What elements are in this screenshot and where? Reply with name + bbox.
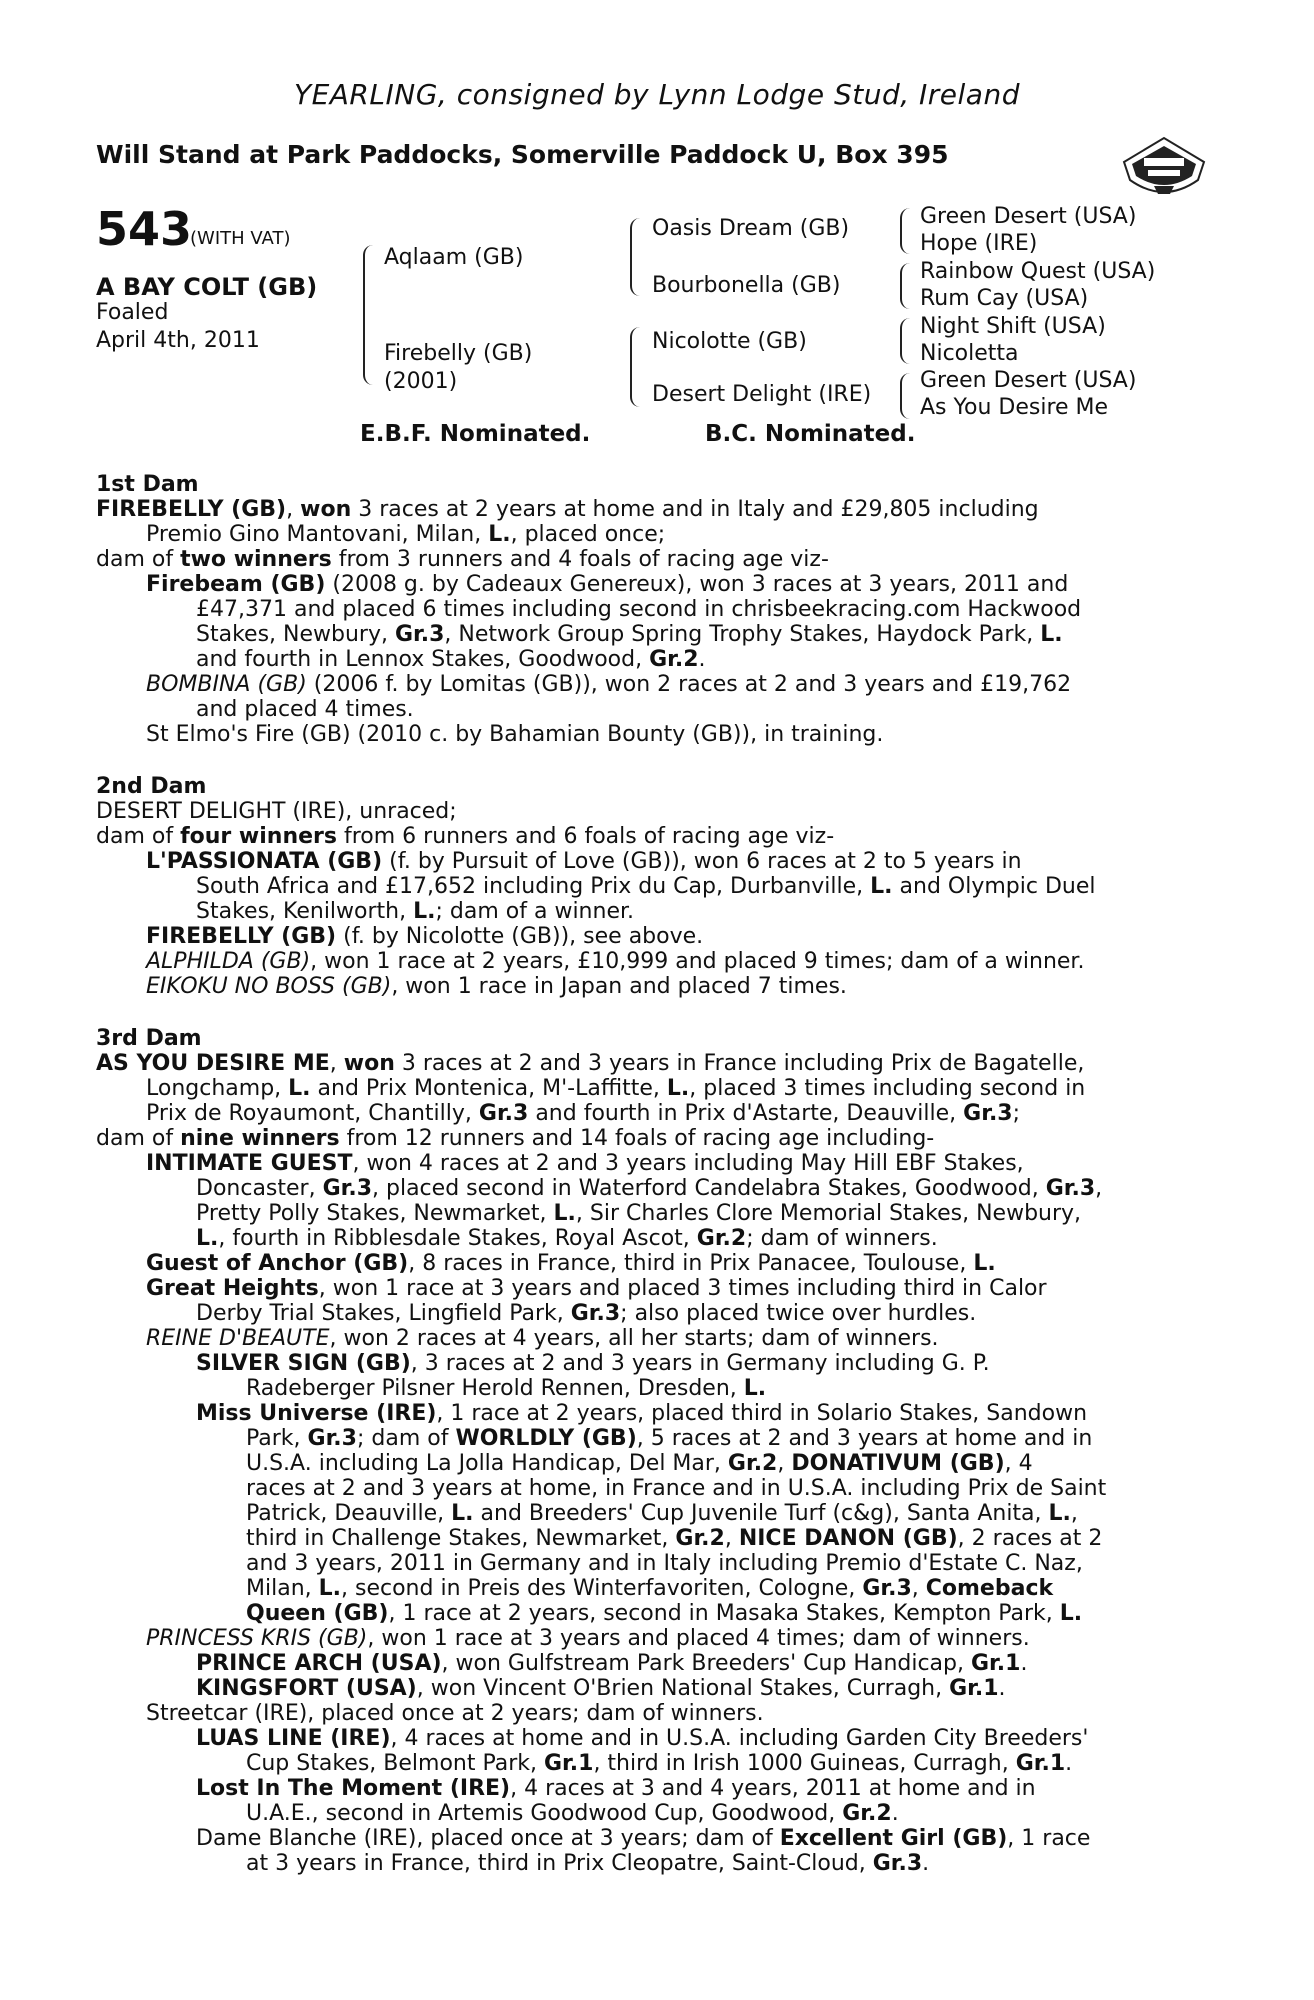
text-run: Gr.1: [949, 1676, 999, 1701]
text-run: ,: [1095, 1176, 1103, 1201]
third-dam-line-24: [146, 1626, 1030, 1651]
text-run: FIREBELLY (GB): [96, 497, 287, 522]
brace-gen1: [363, 245, 375, 385]
first-dam-line-2: [146, 522, 665, 547]
text-run: Gr.2: [727, 1451, 778, 1476]
text-run: L.: [553, 1201, 576, 1226]
text-run: four winners: [180, 824, 337, 849]
text-run: , 2 races at 2: [957, 1526, 1103, 1551]
text-run: Gr.3: [322, 1176, 373, 1201]
text-run: ,: [329, 1051, 344, 1076]
third-dam-heading: 3rd Dam: [96, 1026, 202, 1051]
text-run: L.: [196, 1226, 219, 1251]
third-dam-line-32: [196, 1826, 1090, 1851]
text-run: .: [1020, 1651, 1028, 1676]
text-run: from 3 runners and 4 foals of racing age viz-: [331, 547, 829, 572]
text-run: , won Gulfstream Park Breeders' Cup Handicap,: [441, 1651, 971, 1676]
text-run: L.: [666, 1076, 690, 1101]
text-run: Comeback: [925, 1576, 1054, 1601]
text-run: ;: [1012, 1101, 1021, 1126]
third-dam-line-23: [246, 1601, 1082, 1626]
text-run: Longchamp,: [146, 1076, 289, 1101]
text-run: Derby Trial Stakes, Lingfield Park,: [196, 1301, 571, 1326]
text-run: Miss Universe (IRE): [196, 1401, 437, 1426]
third-dam-line-13: [196, 1351, 990, 1376]
text-run: U.S.A. including La Jolla Handicap, Del Mar,: [246, 1451, 728, 1476]
text-run: Gr.3: [1045, 1176, 1096, 1201]
dam-year: (2001): [384, 369, 458, 394]
text-run: won: [343, 1051, 395, 1076]
text-run: , won 1 race at 3 years and placed 3 times including third in Calor: [318, 1276, 1047, 1301]
brace-ds: [900, 318, 910, 364]
second-dam-line-2: [96, 824, 834, 849]
dam-name: Firebelly (GB): [384, 341, 533, 366]
third-dam-line-16: [246, 1426, 1092, 1451]
ebf-nominated: E.B.F. Nominated.: [360, 421, 591, 447]
text-run: Prix de Royaumont, Chantilly,: [146, 1101, 479, 1126]
text-run: Gr.3: [862, 1576, 912, 1601]
first-dam-line-6: [196, 622, 1063, 647]
text-run: L.: [870, 874, 893, 899]
text-run: (2008 g. by Cadeaux Genereux), won 3 races at 3 years, 2011 and: [325, 572, 1069, 597]
third-dam-line-9: [146, 1251, 996, 1276]
text-run: third in Challenge Stakes, Newmarket,: [246, 1526, 676, 1551]
text-run: Stakes, Kenilworth,: [196, 899, 414, 924]
text-run: NICE DANON (GB): [738, 1526, 958, 1551]
text-run: and fourth in Lennox Stakes, Goodwood,: [196, 647, 650, 672]
text-run: Doncaster,: [196, 1176, 323, 1201]
text-run: 3 races at 2 years at home and in Italy and £29,805 including: [351, 497, 1039, 522]
text-run: INTIMATE GUEST: [146, 1151, 353, 1176]
text-run: Excellent Girl (GB): [779, 1826, 1008, 1851]
text-run: , 1 race at 2 years, placed third in Solario Stakes, Sandown: [436, 1401, 1088, 1426]
text-run: L.: [488, 522, 511, 547]
text-run: LUAS LINE (IRE): [196, 1726, 391, 1751]
text-run: dam of: [96, 1126, 181, 1151]
text-run: Gr.3: [478, 1101, 529, 1126]
second-dam-line-7: [146, 949, 1084, 974]
text-run: PRINCESS KRIS (GB): [146, 1626, 368, 1651]
text-run: Lost In The Moment (IRE): [196, 1776, 511, 1801]
sire-dam: Bourbonella (GB): [652, 273, 841, 298]
second-dam-line-5: [196, 899, 634, 924]
text-run: ,: [724, 1526, 739, 1551]
first-dam-line-10: [146, 722, 883, 747]
third-dam-line-11: [196, 1301, 976, 1326]
text-run: DESERT DELIGHT (IRE), unraced;: [96, 799, 457, 824]
text-run: Gr.1: [971, 1651, 1021, 1676]
third-dam-line-33: [246, 1851, 929, 1876]
lot-number: 543: [96, 202, 193, 256]
text-run: from 6 runners and 6 foals of racing age viz-: [337, 824, 835, 849]
text-run: L.: [1059, 1601, 1083, 1626]
second-dam-heading: 2nd Dam: [96, 774, 207, 799]
brace-ss: [900, 208, 910, 254]
second-dam-line-4: [196, 874, 1096, 899]
text-run: WORLDLY (GB): [455, 1426, 637, 1451]
first-dam-line-9: [196, 697, 414, 722]
third-dam-line-30: [196, 1776, 1036, 1801]
text-run: KINGSFORT (USA): [196, 1676, 417, 1701]
text-run: races at 2 and 3 years at home, in France and in U.S.A. including Prix de Saint: [246, 1476, 1107, 1501]
second-dam-line-8: [146, 974, 847, 999]
stand-location: Will Stand at Park Paddocks, Somerville Paddock U, Box 395: [96, 140, 949, 169]
foaled-label: Foaled: [96, 300, 169, 325]
text-run: L.: [318, 1576, 342, 1601]
gen3-sds: Rainbow Quest (USA): [920, 259, 1156, 284]
text-run: Gr.1: [544, 1751, 594, 1776]
third-dam-line-10: [146, 1276, 1047, 1301]
third-dam-line-21: [246, 1551, 1083, 1576]
text-run: Gr.3: [307, 1426, 357, 1451]
text-run: Milan,: [246, 1576, 319, 1601]
text-run: , won 4 races at 2 and 3 years including May Hill EBF Stakes,: [352, 1151, 1024, 1176]
text-run: SILVER SIGN (GB): [196, 1351, 411, 1376]
foaled-date: April 4th, 2011: [96, 328, 260, 353]
brace-sire: [630, 218, 642, 296]
gen3-dds: Green Desert (USA): [920, 368, 1137, 393]
text-run: .: [891, 1801, 899, 1826]
third-dam-line-19: [246, 1501, 1078, 1526]
second-dam-line-3: [146, 849, 1022, 874]
text-run: , won 1 race at 3 years and placed 4 times; dam of winners.: [367, 1626, 1030, 1651]
first-dam-line-5: [196, 597, 1081, 622]
text-run: , placed once;: [510, 522, 666, 547]
text-run: Queen (GB): [246, 1601, 389, 1626]
first-dam-line-3: [96, 547, 829, 572]
text-run: Great Heights: [146, 1276, 319, 1301]
text-run: , placed second in Waterford Candelabra Stakes, Goodwood,: [372, 1176, 1046, 1201]
vat-note: (WITH VAT): [190, 228, 291, 249]
text-run: L'PASSIONATA (GB): [146, 849, 383, 874]
text-run: Streetcar (IRE), placed once at 2 years; dam of winners.: [146, 1701, 764, 1726]
third-dam-line-28: [196, 1726, 1088, 1751]
text-run: , 5 races at 2 and 3 years at home and in: [636, 1426, 1093, 1451]
text-run: .: [698, 647, 706, 672]
third-dam-line-20: [246, 1526, 1102, 1551]
text-run: , 8 races in France, third in Prix Panacee, Toulouse,: [408, 1251, 974, 1276]
third-dam-line-8: [196, 1226, 938, 1251]
text-run: South Africa and £17,652 including Prix du Cap, Durbanville,: [196, 874, 871, 899]
text-run: and Olympic Duel: [892, 874, 1096, 899]
text-run: AS YOU DESIRE ME: [96, 1051, 330, 1076]
text-run: , 4 races at 3 and 4 years, 2011 at home and in: [510, 1776, 1036, 1801]
text-run: Park,: [246, 1426, 308, 1451]
first-dam-heading: 1st Dam: [96, 472, 199, 497]
third-dam-line-1: [96, 1051, 1084, 1076]
text-run: PRINCE ARCH (USA): [196, 1651, 442, 1676]
text-run: FIREBELLY (GB): [146, 924, 337, 949]
gen3-sss: Green Desert (USA): [920, 204, 1137, 229]
text-run: Gr.3: [872, 1851, 923, 1876]
first-dam-line-4: [146, 572, 1068, 597]
dam-dam: Desert Delight (IRE): [652, 382, 872, 407]
third-dam-line-27: [146, 1701, 764, 1726]
third-dam-line-14: [246, 1376, 766, 1401]
text-run: Gr.2: [696, 1226, 747, 1251]
text-run: , 4 races at home and in U.S.A. including Garden City Breeders': [390, 1726, 1089, 1751]
sire-sire: Oasis Dream (GB): [652, 216, 850, 241]
text-run: and Breeders' Cup Juvenile Turf (c&g), Santa Anita,: [473, 1501, 1049, 1526]
text-run: L.: [451, 1501, 474, 1526]
text-run: Dame Blanche (IRE), placed once at 3 years; dam of: [196, 1826, 780, 1851]
text-run: , Network Group Spring Trophy Stakes, Haydock Park,: [444, 622, 1041, 647]
text-run: , won 1 race in Japan and placed 7 times.: [391, 974, 847, 999]
gen3-ssd: Hope (IRE): [920, 231, 1038, 256]
bc-nominated: B.C. Nominated.: [705, 421, 916, 447]
third-dam-line-6: [196, 1176, 1102, 1201]
text-run: Gr.3: [963, 1101, 1013, 1126]
third-dam-line-29: [246, 1751, 1072, 1776]
text-run: ,: [777, 1451, 792, 1476]
text-run: BOMBINA (GB): [146, 672, 307, 697]
text-run: , 3 races at 2 and 3 years in Germany including G. P.: [410, 1351, 990, 1376]
text-run: Premio Gino Mantovani, Milan,: [146, 522, 489, 547]
text-run: £47,371 and placed 6 times including second in chrisbeekracing.com Hackwood: [196, 597, 1082, 622]
second-dam-line-6: [146, 924, 703, 949]
text-run: (f. by Pursuit of Love (GB)), won 6 races at 2 to 5 years in: [382, 849, 1022, 874]
text-run: L.: [1040, 622, 1063, 647]
text-run: Firebeam (GB): [146, 572, 326, 597]
third-dam-line-7: [196, 1201, 1081, 1226]
text-run: REINE D'BEAUTE: [146, 1326, 330, 1351]
third-dam-line-22: [246, 1576, 1053, 1601]
third-dam-line-5: [146, 1151, 1024, 1176]
text-run: 3 races at 2 and 3 years in France including Prix de Bagatelle,: [394, 1051, 1085, 1076]
text-run: , fourth in Ribblesdale Stakes, Royal Ascot,: [218, 1226, 697, 1251]
consignor-subtitle: YEARLING, consigned by Lynn Lodge Stud, Ireland: [293, 78, 1020, 111]
text-run: ; also placed twice over hurdles.: [620, 1301, 977, 1326]
text-run: two winners: [180, 547, 332, 572]
text-run: ,: [1070, 1501, 1078, 1526]
text-run: Pretty Polly Stakes, Newmarket,: [196, 1201, 554, 1226]
text-run: and placed 4 times.: [196, 697, 414, 722]
text-run: nine winners: [180, 1126, 340, 1151]
text-run: dam of: [96, 824, 181, 849]
text-run: dam of: [96, 547, 181, 572]
text-run: Gr.2: [842, 1801, 892, 1826]
gen3-sdd: Rum Cay (USA): [920, 286, 1089, 311]
text-run: Gr.1: [1015, 1751, 1066, 1776]
text-run: and Prix Montenica, M'-Laffitte,: [310, 1076, 667, 1101]
text-run: EIKOKU NO BOSS (GB): [146, 974, 392, 999]
text-run: L.: [743, 1376, 767, 1401]
text-run: , won Vincent O'Brien National Stakes, Curragh,: [416, 1676, 950, 1701]
text-run: , 1 race: [1007, 1826, 1091, 1851]
sire-name: Aqlaam (GB): [384, 245, 524, 270]
text-run: L.: [973, 1251, 996, 1276]
text-run: , Sir Charles Clore Memorial Stakes, Newbury,: [575, 1201, 1082, 1226]
text-run: , 1 race at 2 years, second in Masaka Stakes, Kempton Park,: [388, 1601, 1060, 1626]
text-run: .: [1065, 1751, 1073, 1776]
text-run: Gr.2: [649, 647, 699, 672]
text-run: L.: [413, 899, 436, 924]
text-run: and fourth in Prix d'Astarte, Deauville,: [528, 1101, 964, 1126]
brace-dd: [900, 373, 910, 419]
text-run: (f. by Nicolotte (GB)), see above.: [336, 924, 704, 949]
horse-description: A BAY COLT (GB): [96, 273, 318, 301]
text-run: DONATIVUM (GB): [791, 1451, 1005, 1476]
text-run: L.: [1048, 1501, 1071, 1526]
text-run: Patrick, Deauville,: [246, 1501, 452, 1526]
brace-dam: [630, 327, 642, 407]
third-dam-line-2: [146, 1076, 1085, 1101]
text-run: , third in Irish 1000 Guineas, Curragh,: [593, 1751, 1016, 1776]
text-run: Cup Stakes, Belmont Park,: [246, 1751, 544, 1776]
text-run: (2006 f. by Lomitas (GB)), won 2 races at 2 and 3 years and £19,762: [306, 672, 1072, 697]
gen3-dsd: Nicoletta: [920, 341, 1019, 366]
gen3-ddd: As You Desire Me: [920, 395, 1109, 420]
text-run: ,: [911, 1576, 926, 1601]
third-dam-line-3: [146, 1101, 1020, 1126]
text-run: won: [300, 497, 352, 522]
third-dam-line-25: [196, 1651, 1027, 1676]
dam-sire: Nicolotte (GB): [652, 329, 807, 354]
text-run: Stakes, Newbury,: [196, 622, 395, 647]
text-run: Guest of Anchor (GB): [146, 1251, 409, 1276]
text-run: .: [922, 1851, 930, 1876]
text-run: Gr.3: [394, 622, 445, 647]
text-run: , won 2 races at 4 years, all her starts; dam of winners.: [329, 1326, 939, 1351]
text-run: and 3 years, 2011 in Germany and in Italy including Premio d'Estate C. Naz,: [246, 1551, 1083, 1576]
text-run: ; dam of winners.: [746, 1226, 938, 1251]
first-dam-line-1: [96, 497, 1039, 522]
text-run: Radeberger Pilsner Herold Rennen, Dresden,: [246, 1376, 744, 1401]
text-run: from 12 runners and 14 foals of racing age including-: [339, 1126, 935, 1151]
brace-sd: [900, 263, 910, 309]
racing-post-bonus-badge: [1118, 128, 1210, 212]
text-run: ; dam of: [356, 1426, 456, 1451]
text-run: St Elmo's Fire (GB) (2010 c. by Bahamian Bounty (GB)), in training.: [146, 722, 884, 747]
third-dam-line-12: [146, 1326, 939, 1351]
third-dam-line-15: [196, 1401, 1087, 1426]
first-dam-line-8: [146, 672, 1071, 697]
text-run: L.: [288, 1076, 311, 1101]
gen3-dss: Night Shift (USA): [920, 314, 1106, 339]
text-run: Gr.3: [570, 1301, 621, 1326]
text-run: ,: [286, 497, 301, 522]
text-run: .: [998, 1676, 1006, 1701]
third-dam-line-31: [246, 1801, 899, 1826]
text-run: ; dam of a winner.: [435, 899, 634, 924]
text-run: ALPHILDA (GB): [146, 949, 311, 974]
text-run: , 4: [1004, 1451, 1033, 1476]
text-run: , placed 3 times including second in: [689, 1076, 1086, 1101]
text-run: U.A.E., second in Artemis Goodwood Cup, Goodwood,: [246, 1801, 843, 1826]
third-dam-line-18: [246, 1476, 1106, 1501]
text-run: , won 1 race at 2 years, £10,999 and placed 9 times; dam of a winner.: [310, 949, 1085, 974]
second-dam-line-1: [96, 799, 457, 824]
text-run: at 3 years in France, third in Prix Cleopatre, Saint-Cloud,: [246, 1851, 873, 1876]
first-dam-line-7: [196, 647, 706, 672]
text-run: Gr.2: [675, 1526, 725, 1551]
third-dam-line-17: [246, 1451, 1033, 1476]
third-dam-line-26: [196, 1676, 1006, 1701]
text-run: , second in Preis des Winterfavoriten, Cologne,: [341, 1576, 863, 1601]
third-dam-line-4: [96, 1126, 934, 1151]
